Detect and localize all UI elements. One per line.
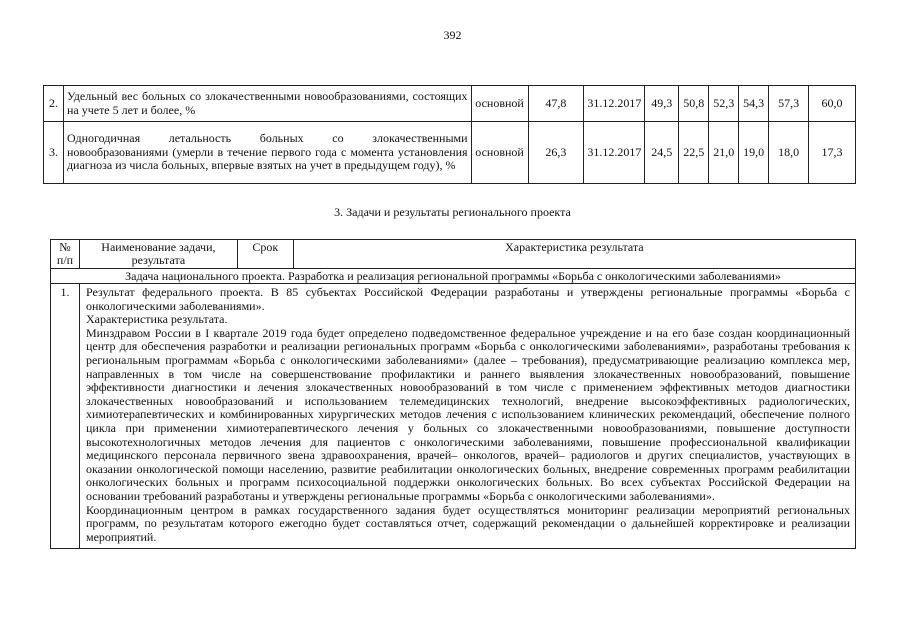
indicator-base-date: 31.12.2017 [584,86,645,122]
indicator-year-value: 52,3 [709,86,739,122]
indicator-name: Одногодичная летальность больных со злокачественными новообразованиями (умерли в течение первого года с момента установления диагноза из числа больных, впервые взятых на учет в предыдущем году), % [63,122,471,184]
result-number: 1. [51,284,80,549]
indicator-year-value: 22,5 [679,122,709,184]
header-term: Срок [237,240,293,269]
indicator-number: 2. [44,86,64,122]
task-result-row [51,284,856,549]
header-task-name: Наименование задачи, результата [79,240,237,269]
national-task: Задача национального проекта. Разработка и реализация региональной программы «Борьба с онкологическими заболеваниями» [51,269,856,284]
page-number: 392 [443,28,462,42]
indicator-year-value: 50,8 [679,86,709,122]
indicator-base-date: 31.12.2017 [584,122,645,184]
indicator-year-value: 54,3 [739,86,769,122]
indicator-row [44,122,856,184]
indicator-year-value: 21,0 [709,122,739,184]
indicator-year-value: 60,0 [809,86,856,122]
monitoring-text: Координационным центром в рамках государственного задания будет осуществляться мониторинг реализации мероприятий региональных программ, по результатам которого ежегодно будет составляться отчет, содержащий рекомендации о дальнейшей корректировке и реализации мероприятий. [85,502,850,544]
tasks-header-row [51,240,856,269]
indicator-type: основной [471,86,528,122]
header-number: № п/п [51,240,80,269]
result-content [79,284,855,549]
tasks-table [50,239,856,549]
characteristic-label: Характеристика результата. [85,312,228,327]
indicator-row [44,86,856,122]
indicator-name: Удельный вес больных со злокачественными новообразованиями, состоящих на учете 5 лет и более, % [63,86,471,122]
indicators-table [43,85,856,184]
indicator-type: основной [471,122,528,184]
indicator-year-value: 17,3 [809,122,856,184]
indicator-year-value: 24,5 [645,122,679,184]
indicator-base-value: 47,8 [528,86,584,122]
indicator-year-value: 18,0 [769,122,809,184]
indicator-base-value: 26,3 [528,122,584,184]
indicator-number: 3. [44,122,64,184]
section-title: 3. Задачи и результаты регионального проекта [334,205,571,219]
characteristic-text: Минздравом России в I квартале 2019 года будет определено подведомственное федеральное учреждение и на его базе создан координационный центр для обеспечения разработки и реализации региональных программ «Борьба с онкологическими заболеваниями», разработаны требования к региональным программам «Борьба с онкологическими заболеваниями» (далее – требования), предусматривающие реализацию комплекса мер, направленных в том числе на совершенствование профилактики и раннего выявления злокачественных новообразований, повышение эффективности диагностики и лечения злокачественных новообразований в том числе с применением эффективных методов диагностики злокачественных новообразований и использованием телемедицинских технологий, внедрение высокоэффективных радиологических, химиотерапевтических и комбинированных хирургических методов лечения с использованием клинических рекомендаций, обеспечение полного цикла при применении химиотерапевтического лечения у больных со злокачественными новообразованиями, повышение доступности высокотехнологичных методов лечения для пациентов с онкологическими заболеваниями, повышение профессиональной квалификации медицинского персонала первичного звена здравоохранения, врачей– онкологов, врачей– радиологов и других специалистов, участвующих в оказании онкологической помощи населению, развитие реабилитации онкологических больных, внедрение современных программ реабилитации онкологических больных и программ психосоциальной поддержки онкологических больных. Во всех субъектах Российской Федерации на основании требований разработаны и утверждены региональные программы «Борьба с онкологическими заболеваниями». [85,325,850,503]
indicator-year-value: 19,0 [739,122,769,184]
indicator-year-value: 49,3 [645,86,679,122]
indicator-year-value: 57,3 [769,86,809,122]
header-characteristic: Характеристика результата [293,240,855,269]
national-task-row [51,269,856,284]
federal-result-text: Результат федерального проекта. В 85 субъектах Российской Федерации разработаны и утверждены региональные программы «Борьба с онкологическими заболеваниями». [85,285,850,313]
